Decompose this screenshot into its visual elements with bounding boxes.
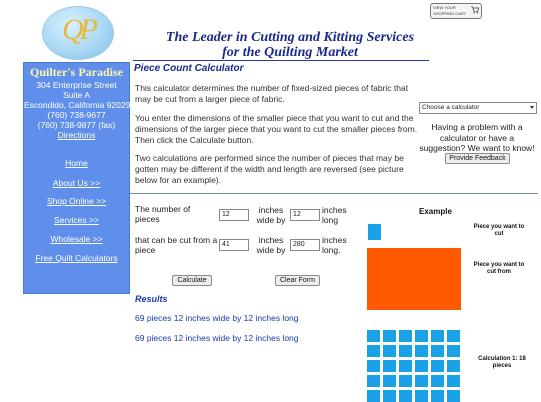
page-title: Piece Count Calculator [134, 63, 244, 74]
sidebar-link-services[interactable]: Services >> [54, 215, 99, 225]
intro-paragraph-2: You enter the dimensions of the smaller piece that you want to cut and the dimensions of the larger piece that you want to cut the smaller pieces from. Then click the Calculate button. [135, 113, 418, 145]
example-label-cut: Piece you want to cut [473, 224, 525, 237]
grid-piece [399, 330, 412, 342]
grid-piece [415, 390, 428, 402]
address-city: Escondido, California 92029 [24, 100, 131, 110]
small-length-unit: inches long [322, 205, 347, 225]
sidebar-link-shop-online[interactable]: Shop Online >> [46, 196, 107, 206]
small-width-unit: inches wide by [256, 205, 286, 225]
sidebar-link-about-us[interactable]: About Us >> [52, 178, 101, 188]
small-length-input[interactable]: 12 [290, 209, 320, 221]
large-piece-label: that can be cut from a piece [135, 235, 218, 255]
grid-piece [383, 330, 396, 342]
grid-piece [415, 360, 428, 372]
sidebar [23, 62, 130, 294]
grid-piece [431, 360, 444, 372]
sidebar-link-wholesale[interactable]: Wholesale >> [50, 234, 103, 244]
grid-piece [431, 345, 444, 357]
calculator-select-value: Choose a calculator [422, 104, 480, 111]
calculation-grid [367, 330, 463, 402]
grid-piece [447, 375, 460, 387]
grid-piece [431, 330, 444, 342]
small-piece-shape [368, 224, 381, 240]
tagline-line-1: The Leader in Cutting and Kitting Services [165, 30, 415, 45]
large-piece-shape [367, 248, 461, 310]
help-text: Having a problem with a calculator or have a suggestion? We want to know! [419, 122, 535, 153]
grid-piece [447, 360, 460, 372]
site-tagline [130, 30, 450, 60]
grid-piece [367, 390, 380, 402]
section-divider [130, 193, 538, 194]
chevron-down-icon [530, 106, 534, 109]
cart-label-1: VIEW YOUR [433, 5, 456, 10]
phone-number: (760) 738-9677 [47, 110, 106, 120]
directions-link[interactable]: Directions [57, 130, 96, 140]
view-shopping-cart-button[interactable] [430, 3, 482, 19]
grid-piece [383, 345, 396, 357]
grid-piece [399, 360, 412, 372]
grid-piece [367, 360, 380, 372]
grid-piece [367, 345, 380, 357]
grid-piece [415, 345, 428, 357]
logo-text: QP [62, 13, 94, 46]
result-line-1: 69 pieces 12 inches wide by 12 inches long [135, 313, 299, 323]
sidebar-link-home[interactable]: Home [65, 158, 88, 168]
grid-piece [447, 345, 460, 357]
grid-piece [383, 360, 396, 372]
calculate-button[interactable]: Calculate [172, 275, 212, 286]
grid-piece [399, 375, 412, 387]
intro-paragraph-1: This calculator determines the number of fixed-sized pieces of fabric that may be cut from a larger piece of fabric. [135, 83, 409, 104]
grid-piece [399, 345, 412, 357]
shopping-cart-icon [471, 6, 479, 14]
address-street: 304 Enterprise Street [36, 80, 117, 90]
grid-piece [367, 375, 380, 387]
grid-piece [431, 375, 444, 387]
sidebar-link-free-quilt-calculators[interactable]: Free Quilt Calculators [35, 253, 118, 263]
grid-piece [431, 390, 444, 402]
grid-piece [415, 330, 428, 342]
grid-piece [383, 375, 396, 387]
quilters-paradise-logo[interactable] [42, 6, 114, 60]
grid-piece [447, 330, 460, 342]
provide-feedback-button[interactable]: Provide Feedback [445, 153, 510, 164]
clear-form-button[interactable]: Clear Form [275, 275, 320, 286]
large-length-unit: inches long. [322, 235, 347, 255]
intro-paragraph-3: Two calculations are performed since the number of pieces that may be gotten may be different if the width and length are reversed (see picture below for an example). [135, 153, 404, 185]
address-suite: Suite A [63, 90, 90, 100]
grid-piece [415, 375, 428, 387]
example-heading: Example [419, 207, 452, 216]
small-width-input[interactable]: 12 [219, 209, 249, 221]
small-piece-label: The number of pieces [135, 204, 191, 224]
example-label-from: Piece you want to cut from [473, 262, 525, 275]
calculator-select[interactable] [419, 102, 537, 114]
tagline-line-2: for the Quilting Market [222, 45, 358, 60]
example-label-calculation: Calculation 1: 18 pieces [478, 356, 526, 369]
results-heading: Results [135, 294, 168, 304]
large-length-input[interactable]: 280 [290, 239, 320, 251]
grid-piece [447, 390, 460, 402]
grid-piece [367, 330, 380, 342]
large-width-unit: inches wide by [256, 235, 286, 255]
cart-label-2: SHOPPING CART [433, 11, 467, 16]
grid-piece [399, 390, 412, 402]
heading-rule [133, 60, 429, 61]
sidebar-title: Quilter's Paradise [30, 65, 123, 79]
grid-piece [383, 390, 396, 402]
fax-number: (760) 738-9877 (fax) [37, 120, 116, 130]
result-line-2: 69 pieces 12 inches wide by 12 inches long [135, 333, 299, 343]
large-width-input[interactable]: 41 [219, 239, 249, 251]
